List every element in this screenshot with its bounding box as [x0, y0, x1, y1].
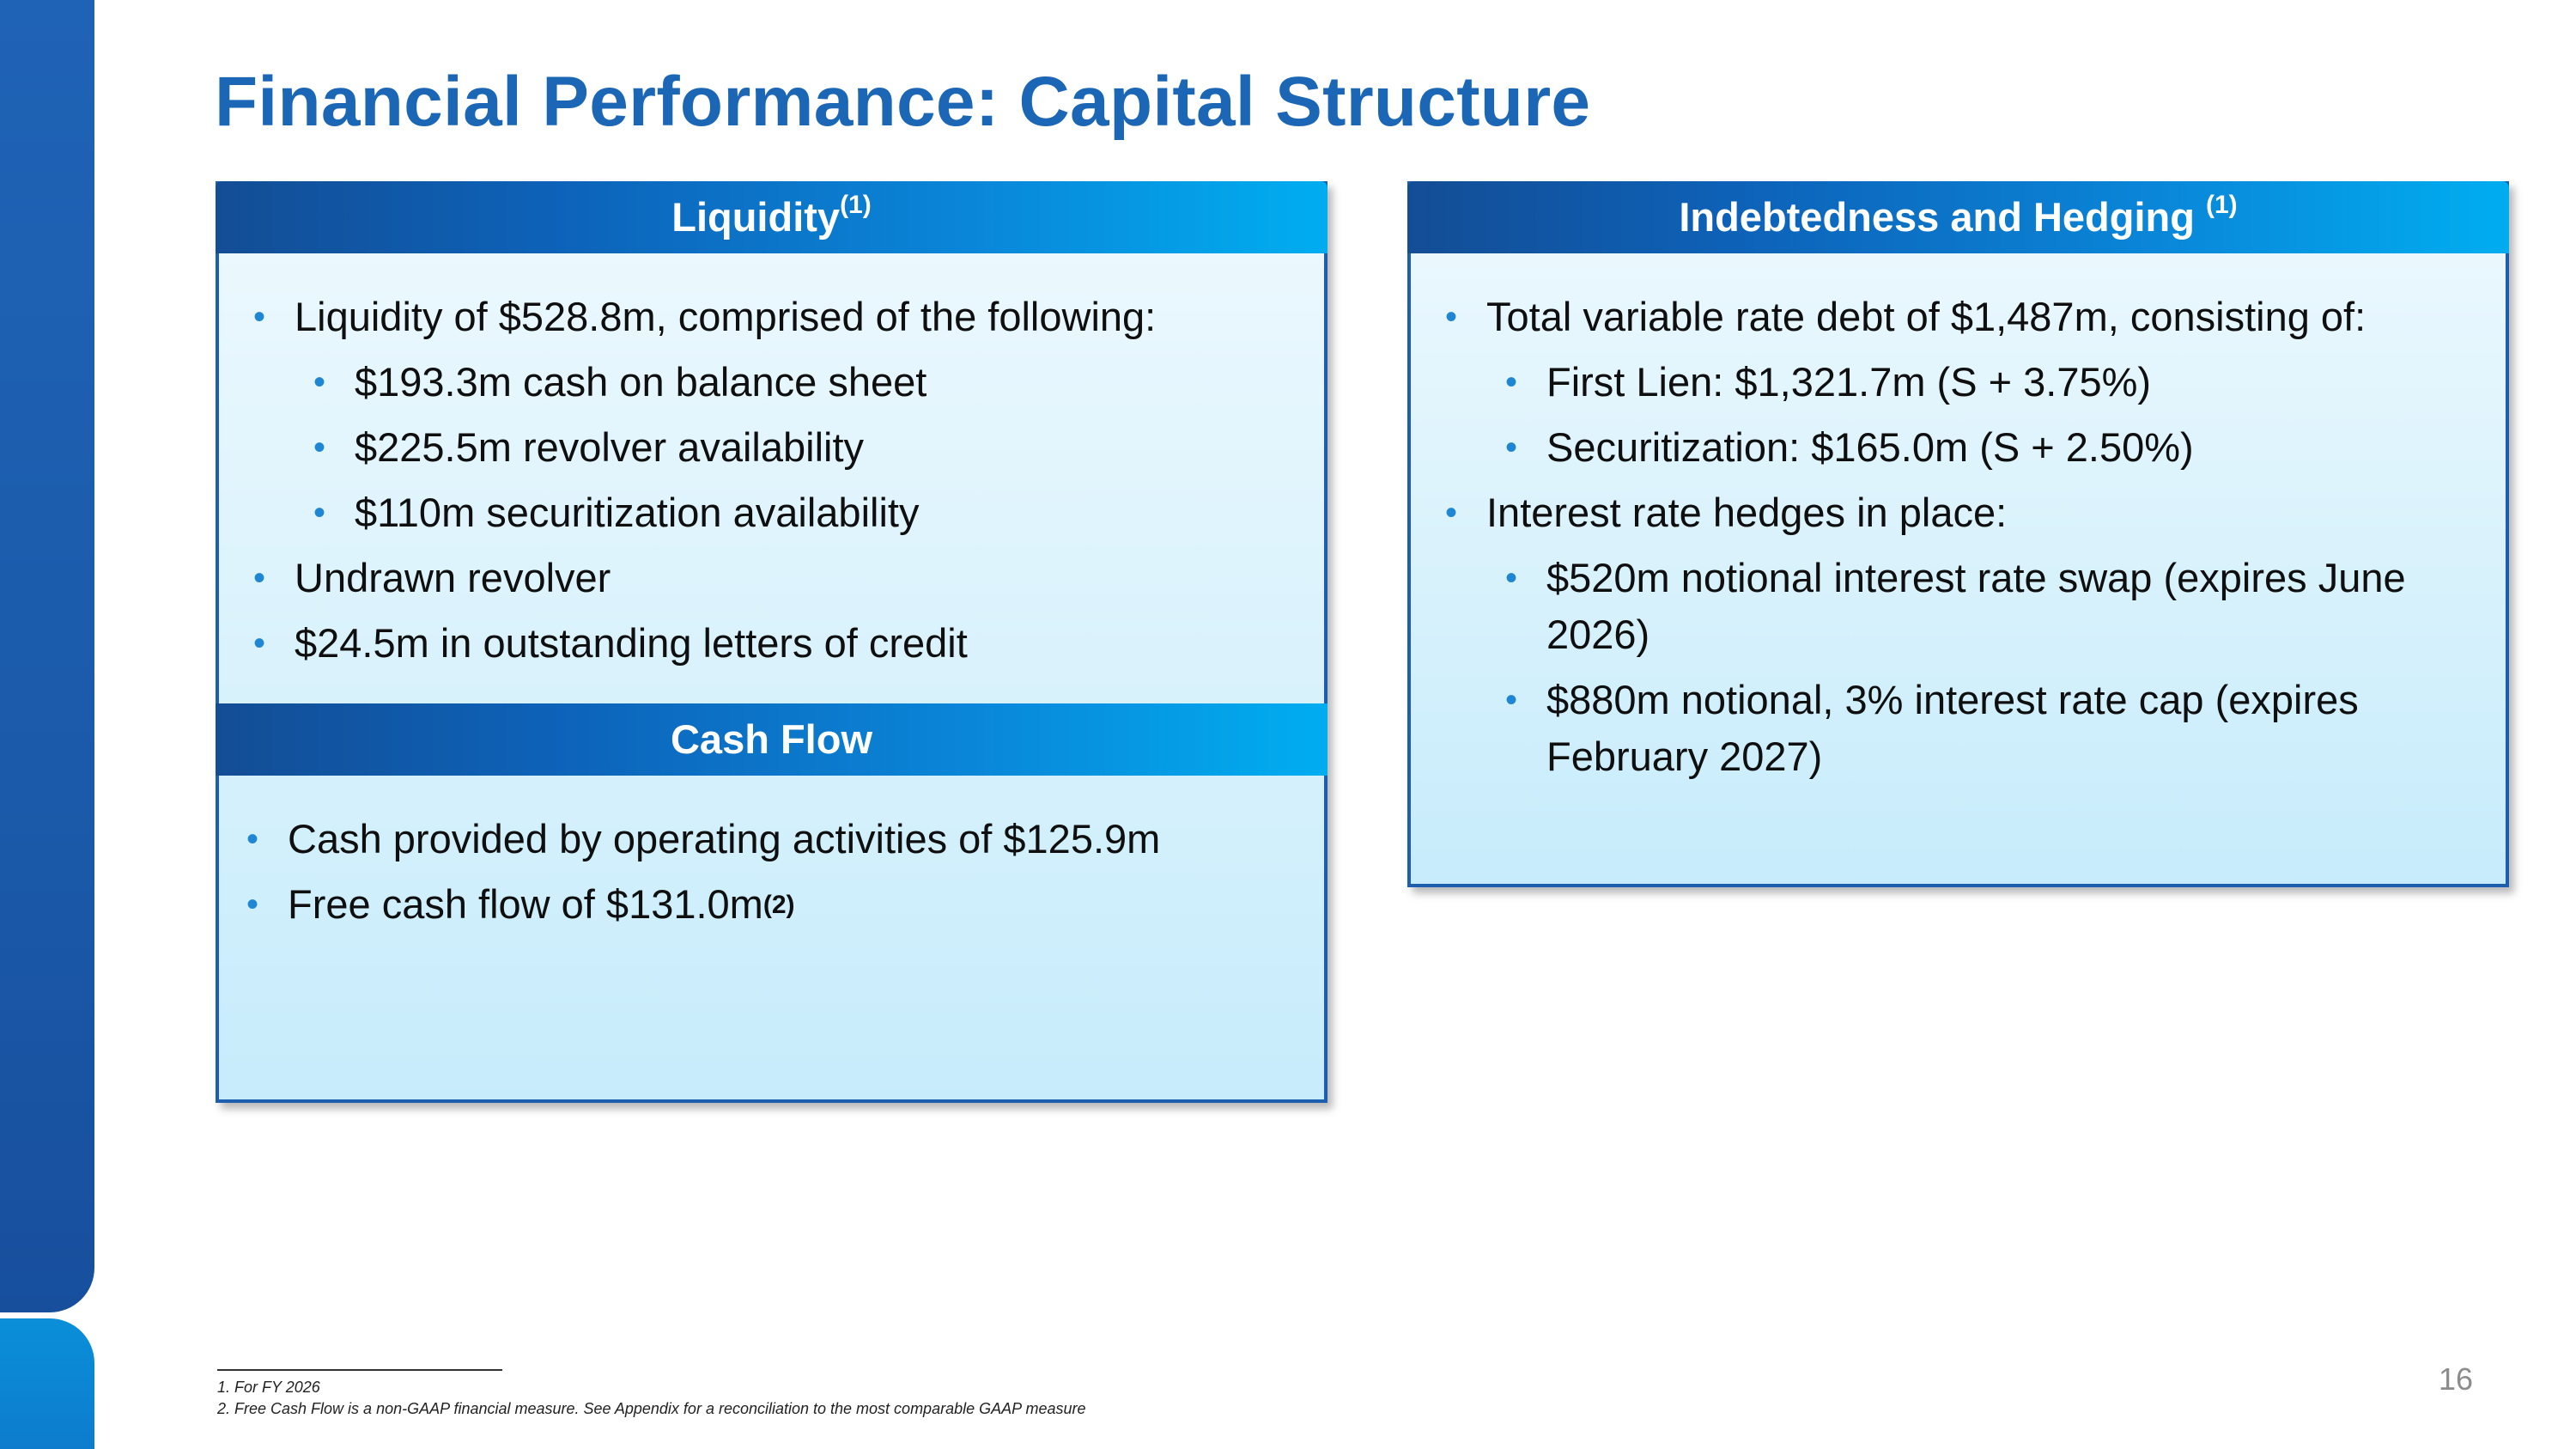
side-accent-tab [0, 1318, 94, 1449]
list-item [212, 807, 1160, 872]
footnotes [217, 1377, 1086, 1420]
list-item [219, 480, 1156, 545]
list-item-text: Undrawn revolver [295, 555, 611, 600]
indebtedness-header-footnote-ref: (1) [2206, 191, 2238, 220]
bullet-icon: • [313, 429, 326, 466]
list-item [1411, 284, 2467, 350]
cash-flow-header-label: Cash Flow [670, 716, 873, 762]
list-item [212, 872, 1160, 937]
indebtedness-header [1407, 181, 2509, 253]
list-item [219, 545, 1156, 611]
bullet-icon: • [253, 559, 266, 597]
list-item [1411, 545, 2467, 667]
list-item [219, 611, 1156, 676]
bullet-icon: • [1445, 494, 1458, 532]
list-item-text: Interest rate hedges in place: [1486, 490, 2008, 535]
indebtedness-header-label: Indebtedness and Hedging [1679, 194, 2195, 240]
cash-flow-bullet-items [212, 807, 1160, 937]
list-item [219, 415, 1156, 480]
bullet-icon: • [246, 820, 259, 858]
list-item [1411, 350, 2467, 415]
liquidity-bullet-list [219, 284, 1156, 676]
free-cash-flow-footnote-ref: (2) [762, 891, 795, 919]
bullet-icon: • [253, 624, 266, 662]
list-item [1411, 415, 2467, 480]
footnote-1: 1. For FY 2026 [217, 1379, 320, 1396]
list-item-text: Liquidity of $528.8m, comprised of the following: [295, 294, 1157, 339]
bullet-icon: • [1445, 298, 1458, 336]
bullet-icon: • [313, 363, 326, 401]
list-item-text: $225.5m revolver availability [355, 424, 865, 470]
indebtedness-bullet-list [1411, 284, 2467, 785]
list-item-text: Securitization: $165.0m (S + 2.50%) [1546, 424, 2194, 470]
bullet-icon: • [1505, 363, 1518, 401]
list-item [219, 284, 1156, 350]
liquidity-header [216, 181, 1327, 253]
list-item-text: $24.5m in outstanding letters of credit [295, 620, 968, 666]
list-item-text: Total variable rate debt of $1,487m, consisting of: [1486, 294, 2366, 339]
footnote-2: 2. Free Cash Flow is a non-GAAP financial measure. See Appendix for a reconciliation to the most comparable GAAP measure [217, 1400, 1086, 1417]
indebtedness-hedging-panel [1407, 181, 2509, 887]
page-number: 16 [2438, 1361, 2473, 1397]
list-item [1411, 480, 2467, 545]
bullet-icon: • [1505, 429, 1518, 466]
liquidity-cash-flow-panel [216, 181, 1327, 1103]
liquidity-header-label: Liquidity [671, 194, 841, 240]
list-item-text: $520m notional interest rate swap (expires June 2026) [1546, 555, 2406, 657]
bullet-icon: • [246, 886, 259, 923]
list-item-text: First Lien: $1,321.7m (S + 3.75%) [1546, 359, 2152, 405]
list-item-text: Free cash flow of $131.0m [288, 881, 763, 927]
bullet-icon: • [1505, 559, 1518, 597]
list-item [219, 350, 1156, 415]
cash-flow-header [216, 703, 1327, 776]
bullet-icon: • [253, 298, 266, 336]
list-item-text: $110m securitization availability [355, 490, 920, 535]
side-accent-bar [0, 0, 94, 1312]
list-item [1411, 667, 2467, 785]
liquidity-header-footnote-ref: (1) [840, 191, 872, 220]
list-item-text: $880m notional, 3% interest rate cap (expires February 2027) [1546, 677, 2359, 779]
list-item-text: $193.3m cash on balance sheet [355, 359, 927, 405]
footnote-divider [217, 1369, 502, 1371]
bullet-icon: • [1505, 681, 1518, 719]
bullet-icon: • [313, 494, 326, 532]
list-item-text: Cash provided by operating activities of $125.9m [288, 816, 1161, 861]
page-title: Financial Performance: Capital Structure [215, 63, 1591, 141]
